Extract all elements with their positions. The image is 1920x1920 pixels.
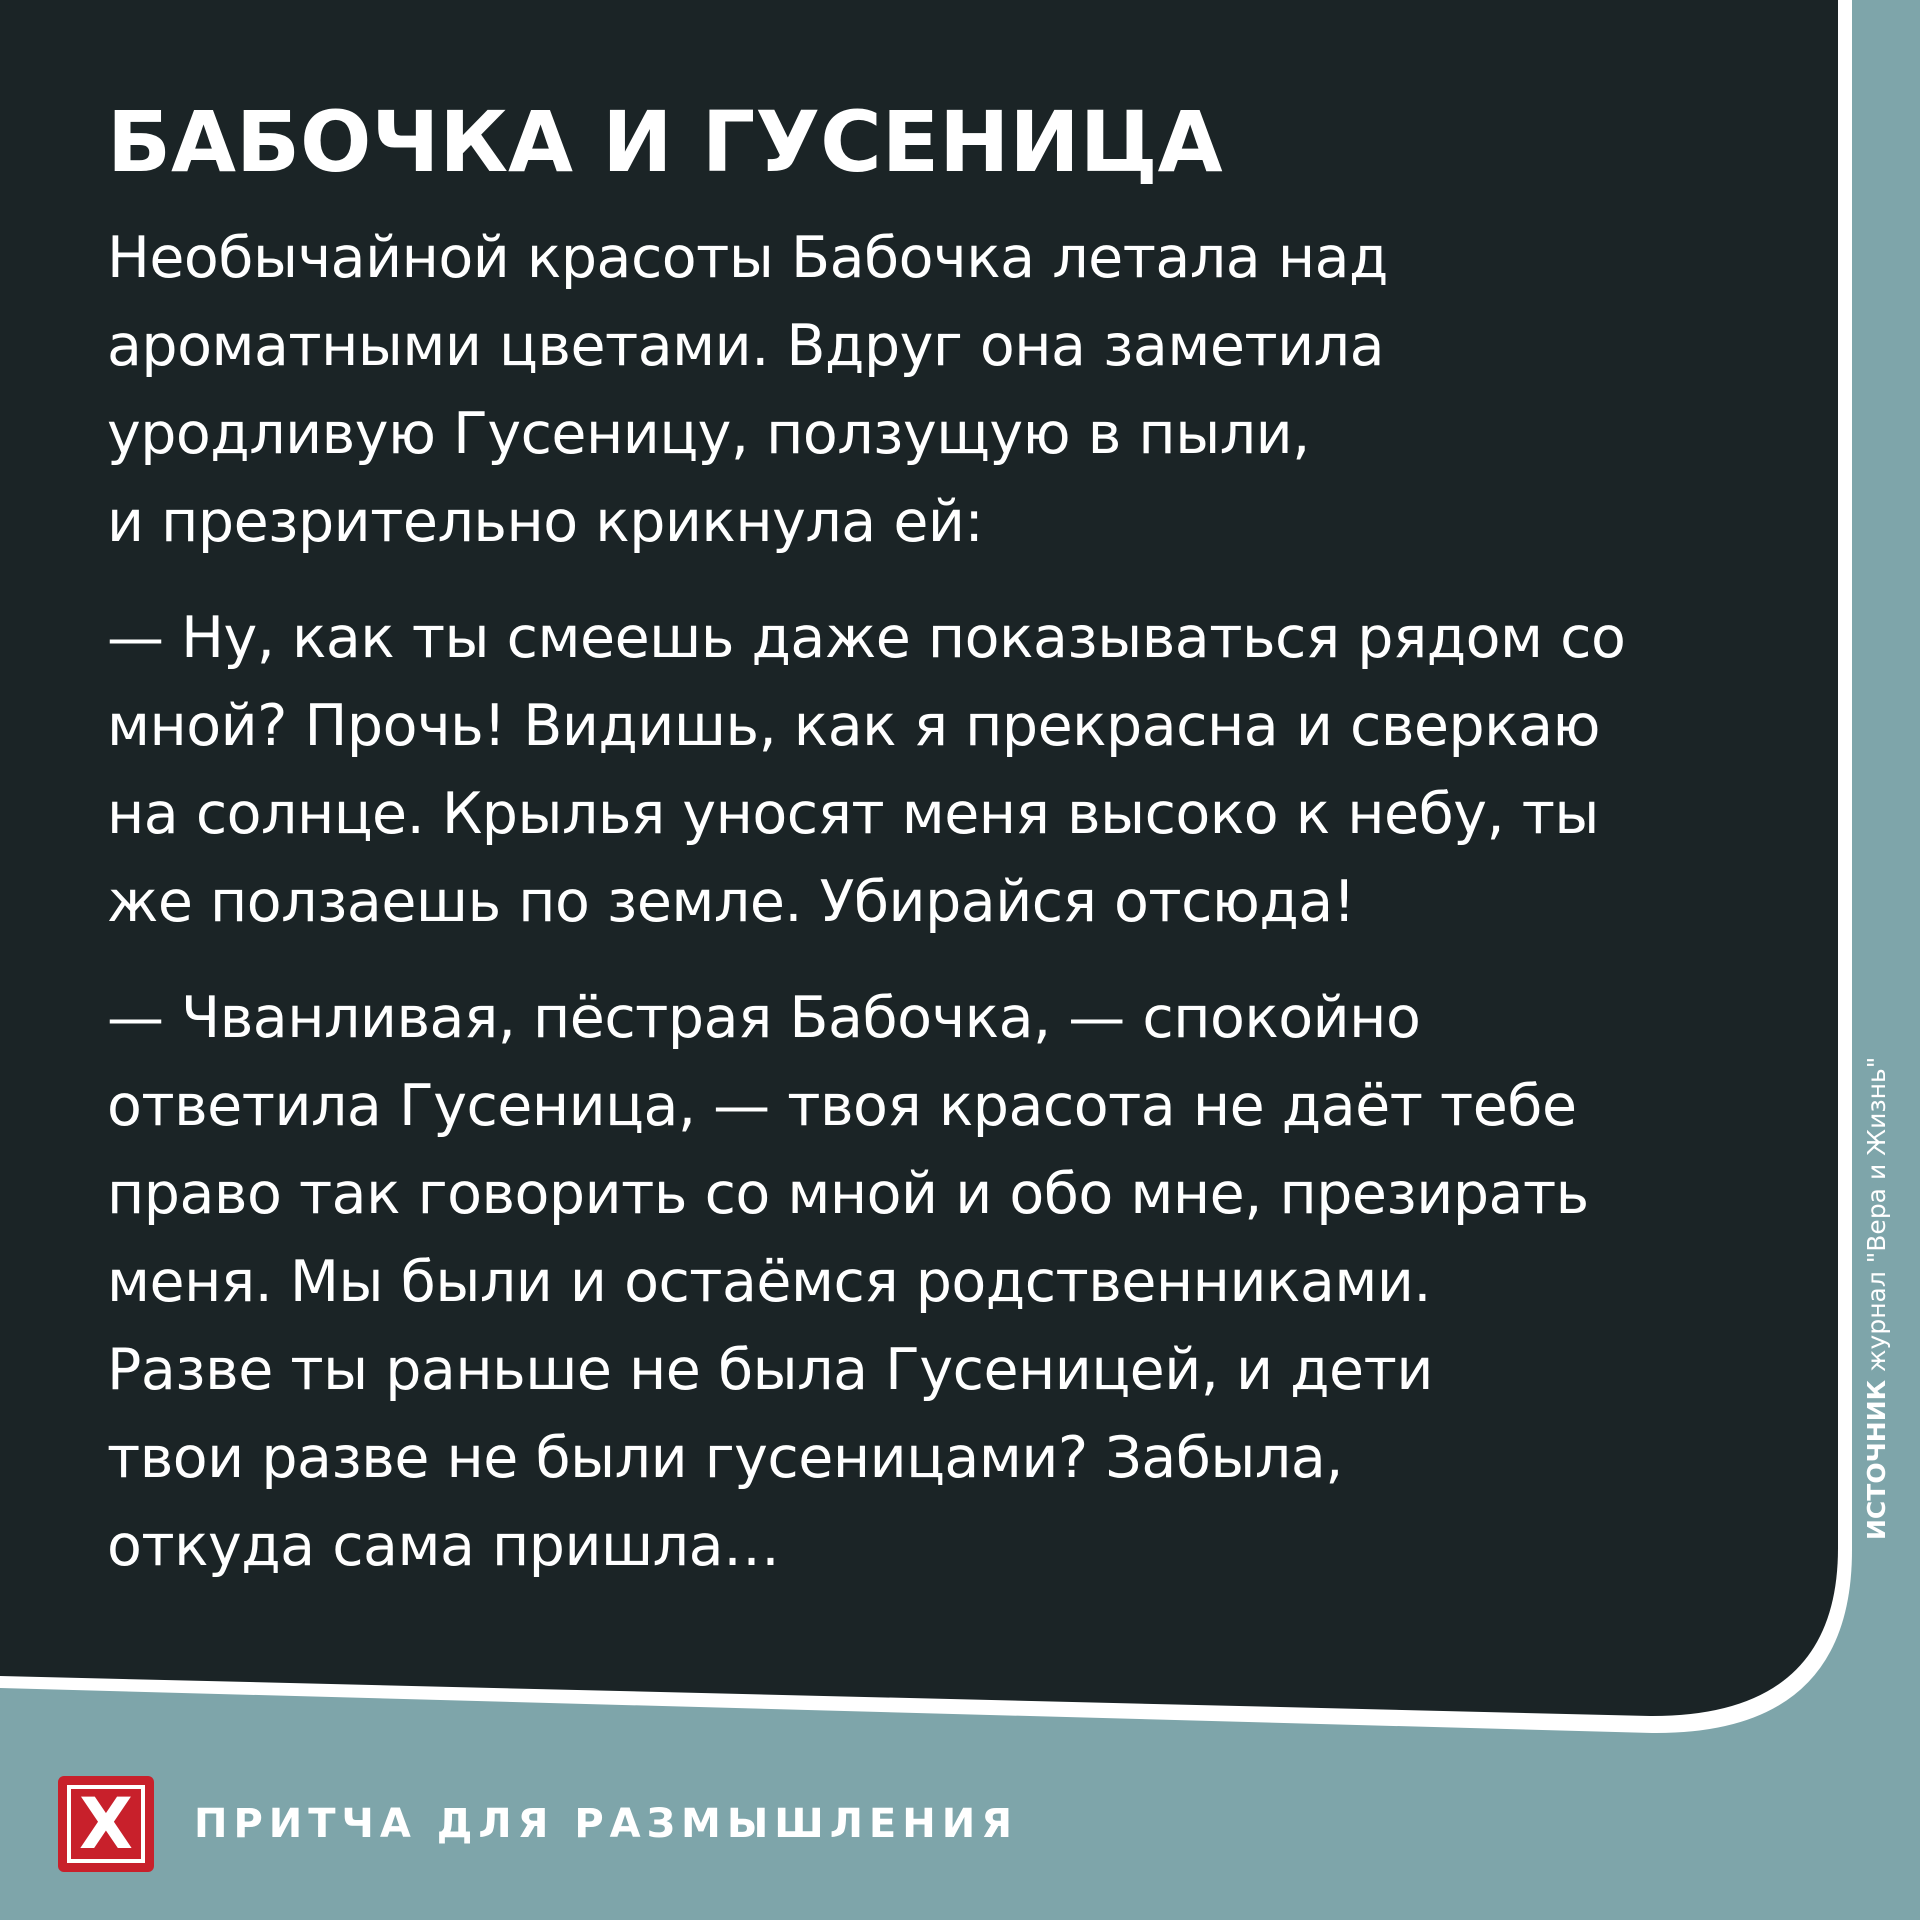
text-line: же ползаешь по земле. Убирайся отсюда!	[107, 869, 1356, 935]
text-line: Необычайной красоты Бабочка летала над	[107, 225, 1388, 291]
footer	[58, 1776, 1018, 1872]
text-line: на солнце. Крылья уносят меня высоко к небу, ты	[107, 781, 1599, 847]
parable-text-block	[107, 92, 1747, 1618]
paragraph-caterpillar-reply	[107, 974, 1747, 1590]
brand-logo-icon	[58, 1776, 154, 1872]
text-line: меня. Мы были и остаёмся родственниками.	[107, 1249, 1432, 1315]
text-line: — Ну, как ты смеешь даже показываться рядом со	[107, 605, 1626, 671]
text-line: уродливую Гусеницу, ползущую в пыли,	[107, 401, 1310, 467]
text-line: ароматными цветами. Вдруг она заметила	[107, 313, 1385, 379]
text-line: и презрительно крикнула ей:	[107, 489, 984, 555]
source-label: ИСТОЧНИК	[1862, 1379, 1891, 1540]
paragraph-butterfly-speech	[107, 594, 1747, 946]
text-line: откуда сама пришла…	[107, 1513, 780, 1579]
logo-letter: X	[67, 1785, 145, 1863]
series-tagline: ПРИТЧА ДЛЯ РАЗМЫШЛЕНИЯ	[194, 1801, 1018, 1847]
paragraph-intro	[107, 214, 1747, 566]
text-line: мной? Прочь! Видишь, как я прекрасна и сверкаю	[107, 693, 1601, 759]
parable-title: БАБОЧКА И ГУСЕНИЦА	[107, 93, 1223, 191]
text-line: твои разве не были гусеницами? Забыла,	[107, 1425, 1343, 1491]
text-line: ответила Гусеница, — твоя красота не даёт тебе	[107, 1073, 1577, 1139]
text-line: Разве ты раньше не была Гусеницей, и дети	[107, 1337, 1433, 1403]
text-line: право так говорить со мной и обо мне, презирать	[107, 1161, 1589, 1227]
source-credit	[1862, 1057, 1892, 1540]
source-text: журнал "Вера и Жизнь"	[1862, 1056, 1891, 1380]
text-line: — Чванливая, пёстрая Бабочка, — спокойно	[107, 985, 1421, 1051]
